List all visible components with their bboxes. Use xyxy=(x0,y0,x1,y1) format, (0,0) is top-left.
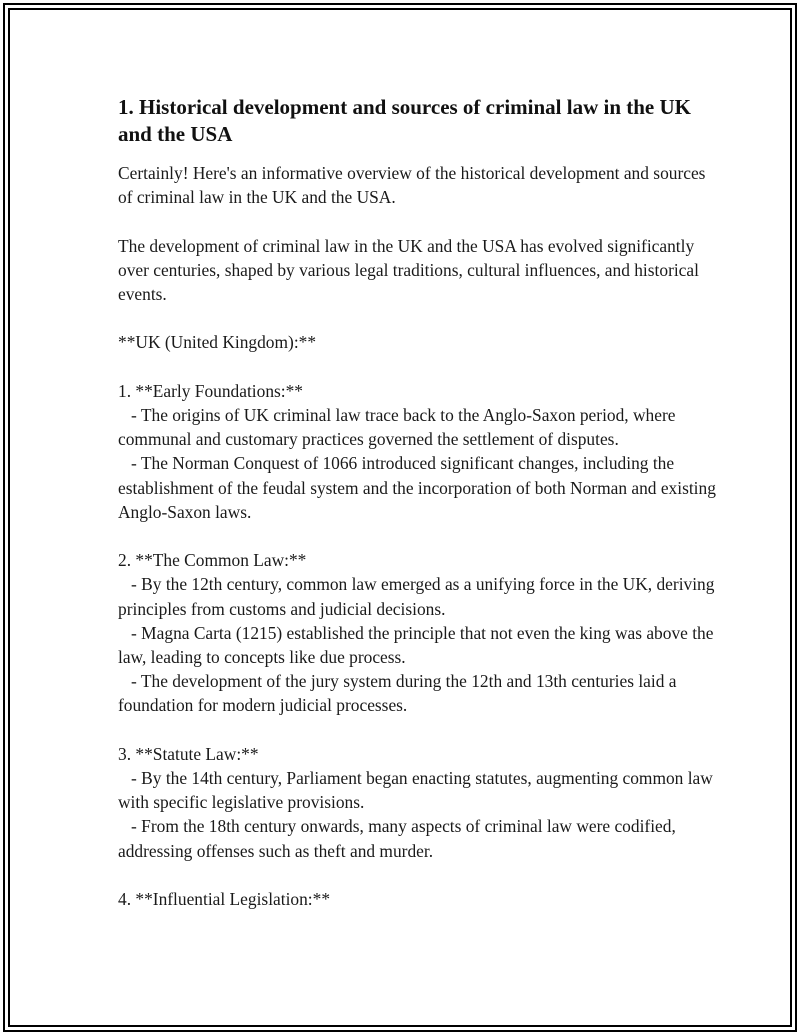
blank-line xyxy=(118,718,718,742)
paragraph: - By the 12th century, common law emerged as a unifying force in the UK, deriving principles from customs and judicial decisions. xyxy=(118,574,719,619)
paragraph-list xyxy=(118,161,718,911)
paragraph: 2. **The Common Law:** xyxy=(118,550,307,571)
blank-line xyxy=(118,209,718,233)
document-body xyxy=(118,94,718,911)
paragraph: - From the 18th century onwards, many aspects of criminal law were codified, addressing offenses such as theft and murder. xyxy=(118,816,681,861)
paragraph: **UK (United Kingdom):** xyxy=(118,332,317,353)
blank-line xyxy=(118,306,718,330)
blank-line xyxy=(118,524,718,548)
paragraph: - The Norman Conquest of 1066 introduced significant changes, including the establishment of the feudal system and the incorporation of both Norman and existing Anglo-Saxon laws. xyxy=(118,453,720,522)
document-heading: 1. Historical development and sources of criminal law in the UK and the USA xyxy=(118,95,691,146)
paragraph: - The origins of UK criminal law trace back to the Anglo-Saxon period, where communal and customary practices governed the settlement of disputes. xyxy=(118,404,680,450)
paragraph: The development of criminal law in the UK and the USA has evolved significantly over centuries, shaped by various legal traditions, cultural influences, and historical events. xyxy=(118,235,704,304)
paragraph: 1. **Early Foundations:** xyxy=(118,380,304,401)
blank-line xyxy=(118,355,718,379)
paragraph: Certainly! Here's an informative overview of the historical development and sources of criminal law in the UK and the USA. xyxy=(118,163,710,208)
paragraph: - Magna Carta (1215) established the principle that not even the king was above the law, leading to concepts like due process. xyxy=(118,622,718,667)
paragraph: 3. **Statute Law:** xyxy=(118,743,259,764)
paragraph: - By the 14th century, Parliament began enacting statutes, augmenting common law with specific legislative provisions. xyxy=(118,768,718,813)
paragraph: - The development of the jury system during the 12th and 13th centuries laid a foundation for modern judicial processes. xyxy=(118,671,681,716)
blank-line xyxy=(118,863,718,887)
paragraph: 4. **Influential Legislation:** xyxy=(118,889,331,909)
